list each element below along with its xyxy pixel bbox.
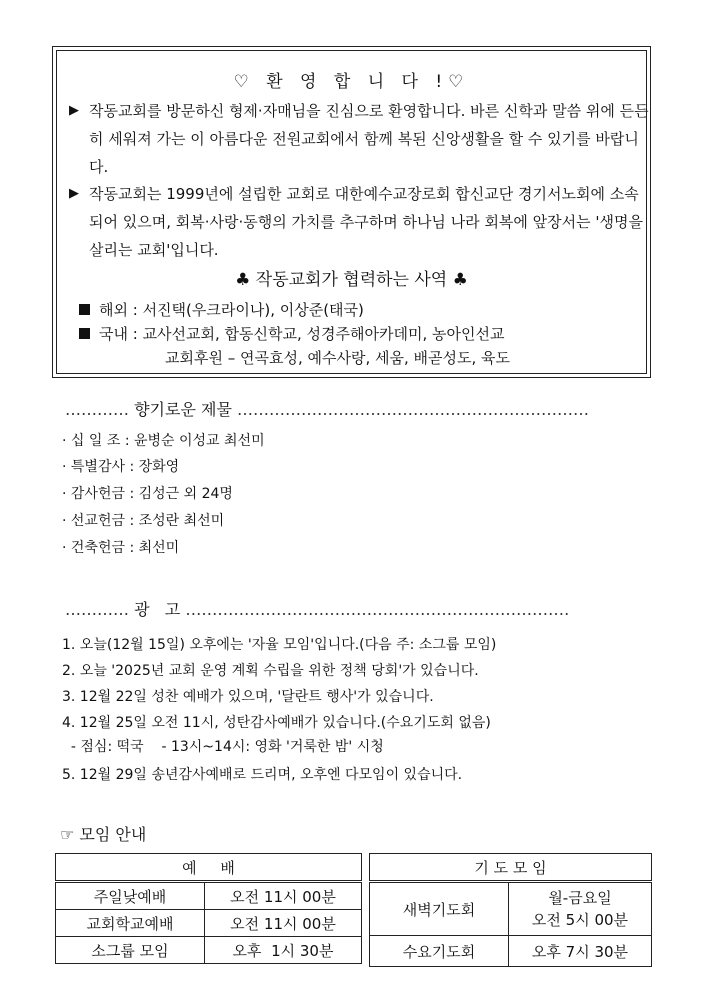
notice-item: 2. 오늘 '2025년 교회 운영 계획 수립을 위한 정책 당회'가 있습니다. bbox=[62, 663, 479, 679]
ministry-title: ♣ 작동교회가 협력하는 사역 ♣ bbox=[235, 270, 468, 290]
prayer-name: 새벽기도회 bbox=[370, 882, 509, 936]
ministry-domestic-continued: 교회후원 – 연곡효성, 예수사랑, 세움, 배곧성도, 육도 bbox=[165, 349, 510, 367]
offering-item: · 건축헌금 : 최선미 bbox=[62, 540, 180, 556]
worship-name: 교회학교예배 bbox=[56, 910, 205, 937]
prayer-table bbox=[369, 853, 652, 967]
notices-heading-text: 광 고 bbox=[134, 600, 181, 619]
notice-item: 3. 12월 22일 성찬 예배가 있으며, '달란트 행사'가 있습니다. bbox=[62, 689, 434, 705]
square-bullet-icon bbox=[79, 304, 90, 315]
prayer-name: 수요기도회 bbox=[370, 936, 509, 967]
prayer-time bbox=[509, 882, 652, 936]
notice-item: 4. 12월 25일 오전 11시, 성탄감사예배가 있습니다.(수요기도회 없음) bbox=[62, 715, 491, 731]
welcome-box bbox=[52, 46, 651, 378]
notice-item: 1. 오늘(12월 15일) 오후에는 '자율 모임'입니다.(다음 주: 소그룹 모임) bbox=[62, 637, 497, 653]
dotted-rule: ………………………………………………………… bbox=[237, 400, 590, 419]
dotted-rule: ……………………………………………………………… bbox=[185, 600, 570, 619]
prayer-hour: 오전 5시 00분 bbox=[531, 911, 629, 929]
worship-table bbox=[55, 853, 362, 964]
offering-item: · 감사헌금 : 김성근 외 24명 bbox=[62, 486, 233, 502]
offering-item: · 특별감사 : 장화영 bbox=[62, 459, 180, 475]
welcome-paragraph-2 bbox=[69, 180, 649, 264]
dotted-rule: ………… bbox=[65, 600, 129, 619]
notice-item: 5. 12월 29일 송년감사예배로 드리며, 오후엔 다모임이 있습니다. bbox=[62, 767, 463, 783]
notice-subitem: - 점심: 떡국 - 13시~14시: 영화 '거룩한 밤' 시청 bbox=[62, 739, 384, 755]
offering-item: · 선교헌금 : 조성란 최선미 bbox=[62, 513, 225, 529]
welcome-paragraph-text: 작동교회는 1999년에 설립한 교회로 대한예수교장로회 합신교단 경기서노회에 소속되어 있으며, 회복·사랑·동행의 가치를 추구하며 하나님 나라 회복에 앞장서는 '생명을 살리는 교회'입니다. bbox=[89, 185, 644, 259]
prayer-header: 기 도 모 임 bbox=[370, 854, 652, 882]
worship-header: 예 배 bbox=[56, 854, 362, 882]
prayer-days: 월-금요일 bbox=[548, 889, 612, 907]
welcome-paragraph-1 bbox=[69, 97, 649, 181]
prayer-time: 오후 7시 30분 bbox=[509, 936, 652, 967]
meetings-heading: ☞ 모임 안내 bbox=[60, 825, 147, 844]
offering-item: · 십 일 조 : 윤병순 이성교 최선미 bbox=[62, 433, 265, 449]
notices-heading bbox=[65, 597, 569, 620]
triangle-bullet-icon: ▶ bbox=[69, 103, 79, 118]
worship-time: 오전 11시 00분 bbox=[205, 910, 362, 937]
ministry-overseas bbox=[79, 297, 364, 323]
square-bullet-icon bbox=[79, 328, 90, 339]
worship-name: 소그룹 모임 bbox=[56, 937, 205, 964]
triangle-bullet-icon: ▶ bbox=[69, 186, 79, 201]
ministry-domestic bbox=[79, 321, 504, 347]
offerings-heading-text: 향기로운 제물 bbox=[134, 400, 232, 419]
ministry-overseas-text: 해외 : 서진택(우크라이나), 이상준(태국) bbox=[99, 301, 364, 319]
worship-time: 오전 11시 00분 bbox=[205, 882, 362, 910]
welcome-title: ♡ 환 영 합 니 다 !♡ bbox=[233, 72, 470, 92]
worship-name: 주일낮예배 bbox=[56, 882, 205, 910]
ministry-domestic-text: 국내 : 교사선교회, 합동신학교, 성경주해아카데미, 농아인선교 bbox=[99, 325, 505, 343]
offerings-heading bbox=[65, 397, 589, 420]
welcome-paragraph-text: 작동교회를 방문하신 형제·자매님을 진심으로 환영합니다. 바른 신학과 말씀 위에 든든히 세워져 가는 이 아름다운 전원교회에서 함께 복된 신앙생활을 할 수 있기를 바랍니다. bbox=[89, 102, 649, 176]
worship-time: 오후 1시 30분 bbox=[205, 937, 362, 964]
dotted-rule: ………… bbox=[65, 400, 129, 419]
